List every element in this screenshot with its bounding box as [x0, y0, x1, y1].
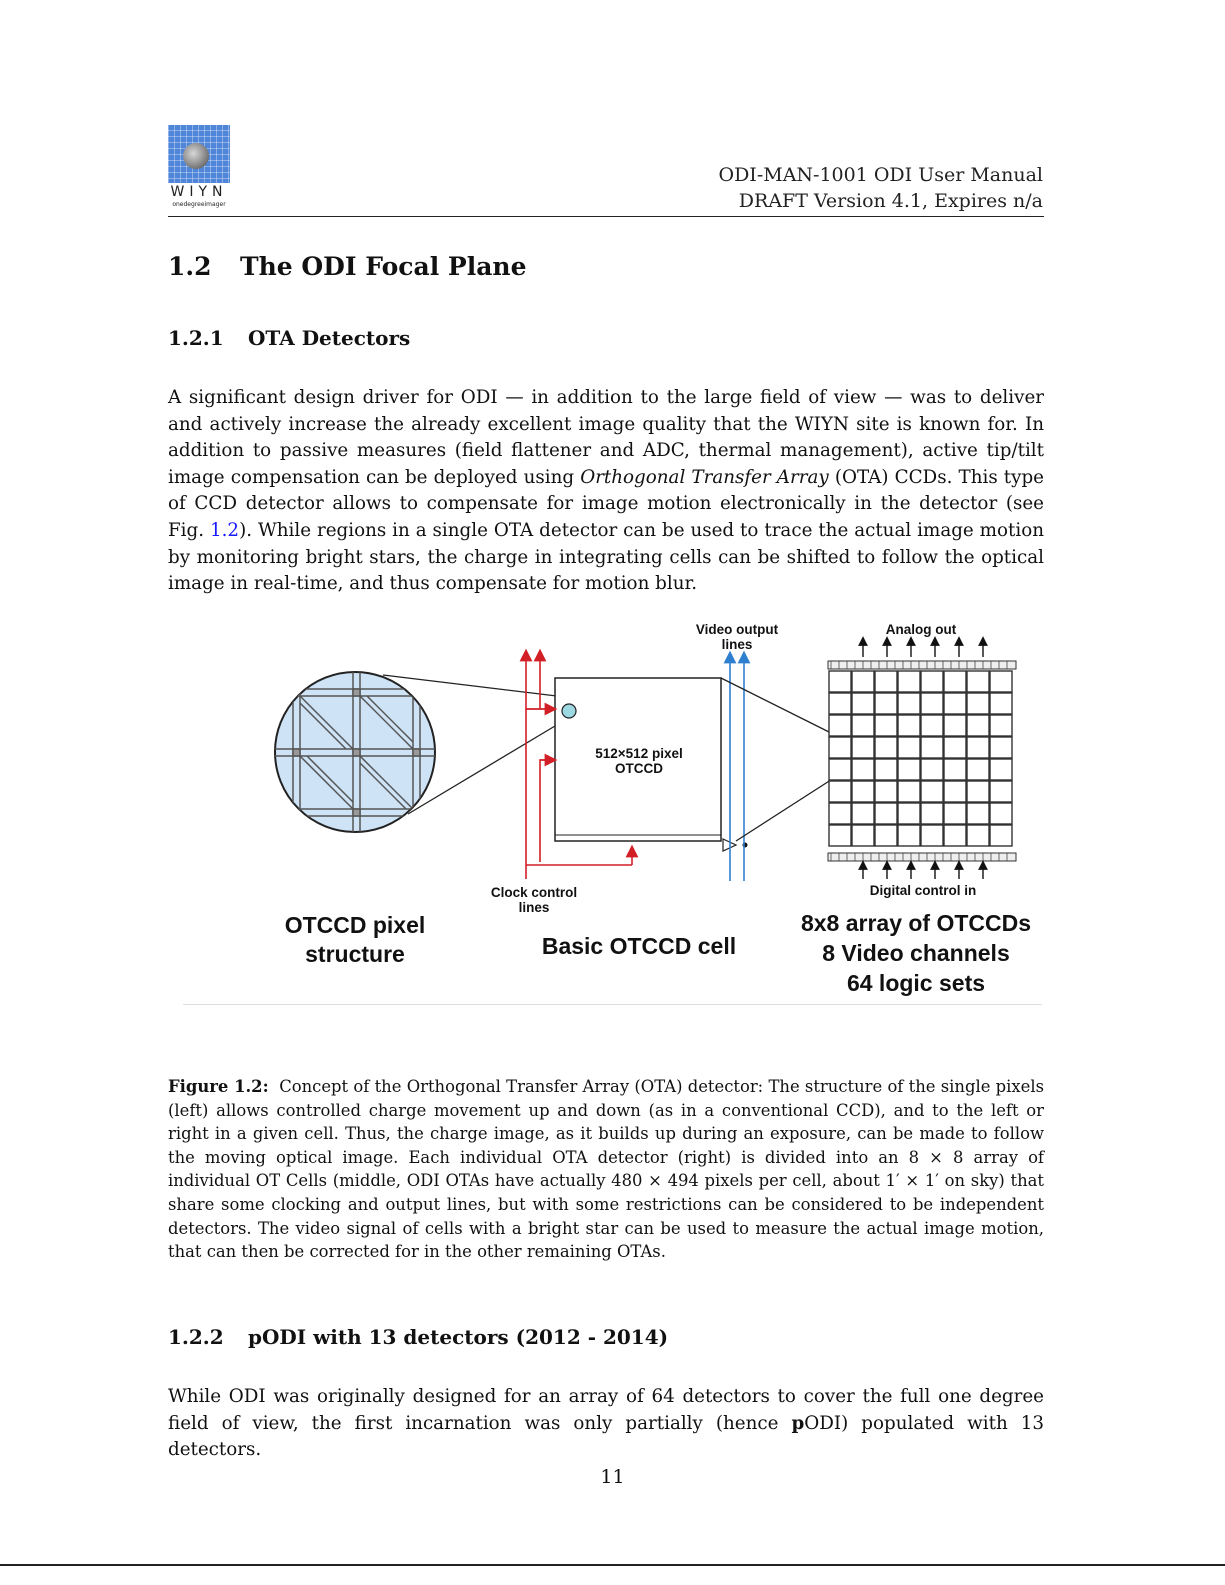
- figure-separator: [183, 1004, 1042, 1005]
- section-number: 1.2: [168, 252, 212, 281]
- moon-icon: [183, 143, 209, 169]
- subsection-heading-ota: [168, 326, 410, 350]
- page-number: 11: [600, 1466, 625, 1488]
- title-video-channels: 8 Video channels: [822, 940, 1010, 966]
- label-clock-control-lines: lines: [518, 900, 550, 915]
- subsection-title: pODI with 13 detectors (2012 - 2014): [248, 1325, 669, 1349]
- section-heading: [168, 252, 527, 281]
- label-pixel-size: 512×512 pixel: [595, 746, 683, 761]
- label-analog-out: Analog out: [885, 622, 957, 637]
- label-digital-control: Digital control in: [869, 883, 977, 898]
- subsection-number: 1.2.2: [168, 1325, 224, 1349]
- title-pixel-structure: OTCCD pixel: [284, 912, 426, 938]
- term-ota: Orthogonal Transfer Array: [580, 466, 829, 488]
- logo-subtitle: onedegreeimager: [172, 201, 226, 208]
- paragraph-podi: While ODI was originally designed for an array of 64 detectors to cover the full one degree field of view, the first incarnation was only partially (hence pODI) populated with 13 detectors.: [168, 1386, 1045, 1461]
- title-logic-sets: 64 logic sets: [846, 970, 986, 996]
- title-pixel-structure-2: structure: [305, 941, 405, 967]
- title-array: 8x8 array of OTCCDs: [800, 910, 1032, 936]
- header-version: DRAFT Version 4.1, Expires n/a: [738, 190, 1043, 212]
- label-video-output: Video output: [695, 622, 779, 637]
- header-rule: [168, 216, 1044, 217]
- label-clock-control: Clock control: [490, 885, 578, 900]
- logo-wordmark: WIYN: [170, 184, 228, 200]
- label-otccd: OTCCD: [615, 761, 663, 776]
- page-bottom-edge: [0, 1564, 1225, 1566]
- subsection-heading-podi: [168, 1325, 668, 1349]
- figure-caption-label: Figure 1.2:: [168, 1077, 269, 1096]
- otccd-8x8-array-diagram: [828, 641, 1016, 879]
- section-title: The ODI Focal Plane: [240, 252, 527, 281]
- subsection-number: 1.2.1: [168, 326, 224, 350]
- figure-caption-text: Concept of the Orthogonal Transfer Array (OTA) detector: The structure of the single pixels (left) allows controlled charge movement up and down (as in a conventional CCD), and to the left or right in a given cell. Thus, the charge image, as it builds up during an exposure, can be made to follow the moving optical image. Each individual OTA detector (right) is divided into an 8 × 8 array of individual OT Cells (middle, ODI OTAs have actually 480 × 494 pixels per cell, about 1′ × 1′ on sky) that share some clocking and output lines, but with some restrictions can be considered to be independent detectors. The video signal of cells with a bright star can be used to measure the actual image motion, that can then be corrected for in the other remaining OTAs.: [168, 1077, 1045, 1262]
- header-doc-title: ODI-MAN-1001 ODI User Manual: [718, 164, 1043, 186]
- title-basic-cell: Basic OTCCD cell: [541, 933, 737, 959]
- figure-caption: [168, 1075, 1044, 1264]
- figure-ota-concept: [183, 617, 1042, 1007]
- subsection-title: OTA Detectors: [248, 326, 411, 350]
- paragraph-ota-detectors: A significant design driver for ODI — in addition to the large field of view — was to deliver and actively increase the already excellent image quality that the WIYN site is known for. In addition to passive measures (field flattener and ADC, thermal management), active tip/tilt image compensation can be deployed using Orthogonal Transfer Array (OTA) CCDs. This type of CCD detector allows to compensate for image motion electronically in the detector (see Fig. 1.2). While regions in a single OTA detector can be used to trace the actual image motion by monitoring bright stars, the charge in integrating cells can be shifted to follow the optical image in real-time, and thus compensate for motion blur.: [168, 387, 1045, 595]
- pixel-structure-diagram: [275, 672, 435, 832]
- figure-reference-link[interactable]: 1.2: [209, 519, 240, 541]
- term-p-bold: p: [791, 1412, 805, 1434]
- label-video-output-lines: lines: [721, 637, 753, 652]
